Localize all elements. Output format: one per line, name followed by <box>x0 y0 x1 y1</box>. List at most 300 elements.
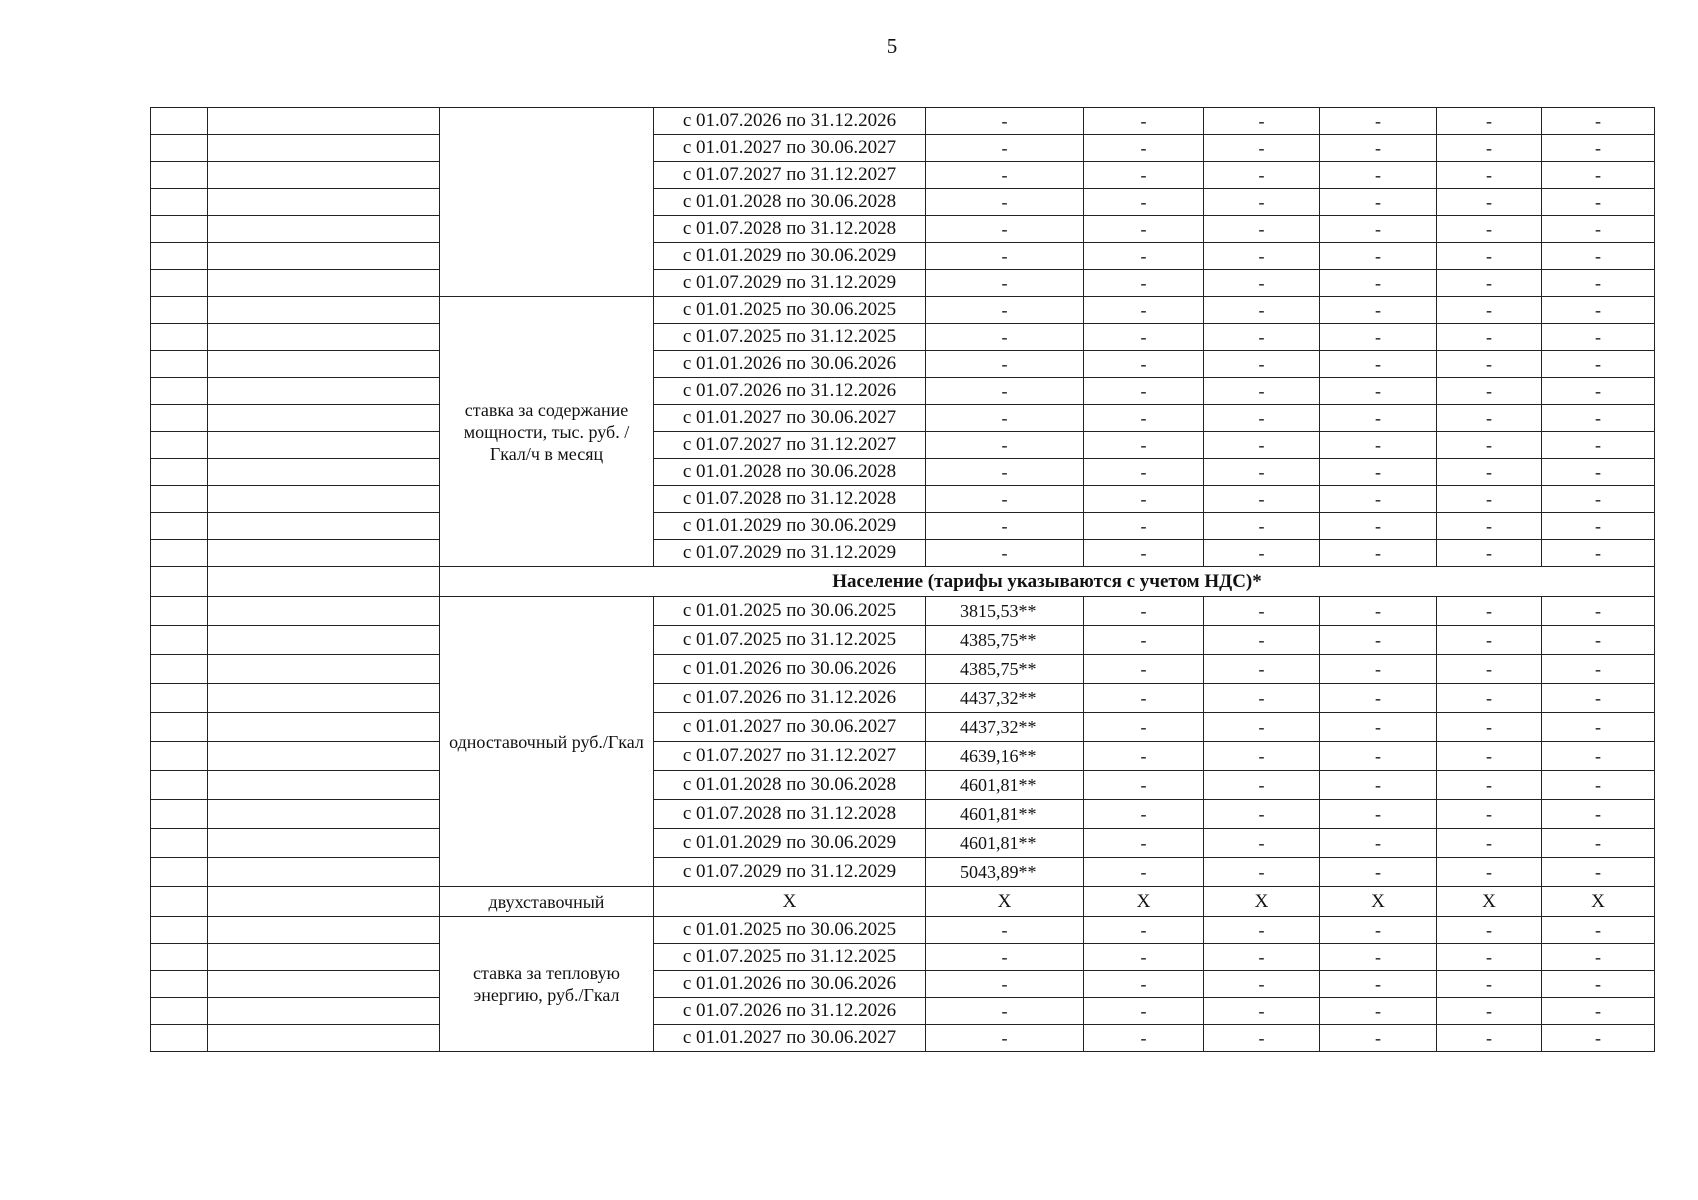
value-cell: - <box>1204 324 1320 351</box>
period-cell: с 01.01.2025 по 30.06.2025 <box>654 297 926 324</box>
name-cell <box>208 378 440 405</box>
value-cell: - <box>1320 270 1437 297</box>
value-cell: - <box>1542 378 1655 405</box>
number-cell <box>151 917 208 944</box>
value-cell: - <box>1542 297 1655 324</box>
period-cell: с 01.07.2029 по 31.12.2029 <box>654 858 926 887</box>
value-cell: - <box>1542 597 1655 626</box>
value-cell: - <box>1320 378 1437 405</box>
table-row <box>151 351 1655 378</box>
value-cell: - <box>1204 459 1320 486</box>
table-row <box>151 887 1655 917</box>
value-cell: - <box>1084 998 1204 1025</box>
period-cell: с 01.01.2028 по 30.06.2028 <box>654 771 926 800</box>
name-cell <box>208 944 440 971</box>
value-cell: X <box>1437 887 1542 917</box>
number-cell <box>151 858 208 887</box>
period-cell: с 01.07.2026 по 31.12.2026 <box>654 108 926 135</box>
value-cell: X <box>1320 887 1437 917</box>
value-cell: - <box>1542 162 1655 189</box>
value-cell: - <box>1084 684 1204 713</box>
value-cell: - <box>1084 713 1204 742</box>
value-cell: - <box>1437 486 1542 513</box>
rate-type-label: одноставочный руб./Гкал <box>449 731 644 752</box>
value-cell: - <box>1320 998 1437 1025</box>
value-cell: - <box>1320 800 1437 829</box>
value-cell: - <box>1204 944 1320 971</box>
value-cell: - <box>1437 771 1542 800</box>
value-cell: - <box>926 324 1084 351</box>
number-cell <box>151 513 208 540</box>
name-cell <box>208 432 440 459</box>
value-cell: - <box>1204 713 1320 742</box>
period-cell: с 01.07.2029 по 31.12.2029 <box>654 270 926 297</box>
table-row <box>151 971 1655 998</box>
name-cell <box>208 684 440 713</box>
section-header-row <box>151 567 1655 597</box>
value-cell: - <box>1204 917 1320 944</box>
value-cell: - <box>926 108 1084 135</box>
number-cell <box>151 626 208 655</box>
number-cell <box>151 378 208 405</box>
period-cell: с 01.07.2026 по 31.12.2026 <box>654 684 926 713</box>
table-row <box>151 405 1655 432</box>
name-cell <box>208 771 440 800</box>
tariff-value-cell: 4385,75** <box>926 626 1084 655</box>
value-cell: - <box>1437 135 1542 162</box>
period-cell: с 01.07.2027 по 31.12.2027 <box>654 162 926 189</box>
value-cell: - <box>1542 324 1655 351</box>
value-cell: X <box>1084 887 1204 917</box>
value-cell: - <box>1320 486 1437 513</box>
value-cell: - <box>1084 829 1204 858</box>
value-cell: - <box>1204 162 1320 189</box>
period-cell: с 01.07.2025 по 31.12.2025 <box>654 324 926 351</box>
value-cell: - <box>1084 771 1204 800</box>
rate-type-label: ставка за содержание мощности, тыс. руб. /Гкал/ч в месяц <box>463 399 630 464</box>
value-cell: X <box>1204 887 1320 917</box>
value-cell: - <box>1320 540 1437 567</box>
period-cell: с 01.01.2025 по 30.06.2025 <box>654 917 926 944</box>
name-cell <box>208 887 440 917</box>
tariff-value-cell: 5043,89** <box>926 858 1084 887</box>
value-cell: - <box>926 378 1084 405</box>
value-cell: - <box>1320 742 1437 771</box>
name-cell <box>208 486 440 513</box>
value-cell: - <box>1320 135 1437 162</box>
value-cell: - <box>1437 800 1542 829</box>
number-cell <box>151 216 208 243</box>
value-cell: - <box>926 162 1084 189</box>
period-cell: с 01.07.2027 по 31.12.2027 <box>654 742 926 771</box>
table-row <box>151 216 1655 243</box>
value-cell: - <box>1437 324 1542 351</box>
table-row <box>151 1025 1655 1052</box>
table-row <box>151 998 1655 1025</box>
value-cell: - <box>1542 432 1655 459</box>
table-row <box>151 486 1655 513</box>
name-cell <box>208 108 440 135</box>
number-cell <box>151 655 208 684</box>
value-cell: - <box>1542 135 1655 162</box>
period-cell: с 01.07.2026 по 31.12.2026 <box>654 378 926 405</box>
value-cell: - <box>1204 135 1320 162</box>
value-cell: - <box>926 135 1084 162</box>
value-cell: - <box>1084 917 1204 944</box>
table-row <box>151 189 1655 216</box>
number-cell <box>151 971 208 998</box>
table-row <box>151 742 1655 771</box>
period-cell: с 01.01.2029 по 30.06.2029 <box>654 829 926 858</box>
value-cell: - <box>1437 378 1542 405</box>
tariff-value-cell: 4601,81** <box>926 829 1084 858</box>
rate-type-cell <box>440 108 654 297</box>
name-cell <box>208 998 440 1025</box>
value-cell: - <box>1437 655 1542 684</box>
value-cell: - <box>926 486 1084 513</box>
table-row <box>151 713 1655 742</box>
value-cell: - <box>1437 459 1542 486</box>
value-cell: - <box>1320 713 1437 742</box>
value-cell: - <box>1437 684 1542 713</box>
period-cell: X <box>654 887 926 917</box>
value-cell: - <box>1542 626 1655 655</box>
tariff-value-cell: 3815,53** <box>926 597 1084 626</box>
period-cell: с 01.07.2026 по 31.12.2026 <box>654 998 926 1025</box>
name-cell <box>208 626 440 655</box>
value-cell: - <box>1437 513 1542 540</box>
value-cell: - <box>1437 432 1542 459</box>
period-cell: с 01.01.2026 по 30.06.2026 <box>654 971 926 998</box>
table-row <box>151 270 1655 297</box>
name-cell <box>208 971 440 998</box>
value-cell: - <box>1542 829 1655 858</box>
period-cell: с 01.07.2025 по 31.12.2025 <box>654 944 926 971</box>
table-row <box>151 243 1655 270</box>
value-cell: - <box>1204 189 1320 216</box>
value-cell: - <box>1204 108 1320 135</box>
number-cell <box>151 540 208 567</box>
table-row <box>151 800 1655 829</box>
value-cell: - <box>1320 829 1437 858</box>
value-cell: - <box>1542 486 1655 513</box>
name-cell <box>208 405 440 432</box>
period-cell: с 01.01.2029 по 30.06.2029 <box>654 243 926 270</box>
value-cell: - <box>1320 655 1437 684</box>
name-cell <box>208 351 440 378</box>
value-cell: - <box>1204 800 1320 829</box>
value-cell: - <box>1204 432 1320 459</box>
value-cell: - <box>926 459 1084 486</box>
rate-type-cell <box>440 597 654 887</box>
value-cell: - <box>1542 771 1655 800</box>
value-cell: - <box>1542 684 1655 713</box>
name-cell <box>208 742 440 771</box>
value-cell: - <box>926 1025 1084 1052</box>
number-cell <box>151 243 208 270</box>
value-cell: X <box>1542 887 1655 917</box>
value-cell: - <box>1320 432 1437 459</box>
value-cell: - <box>1542 858 1655 887</box>
period-cell: с 01.01.2028 по 30.06.2028 <box>654 459 926 486</box>
value-cell: - <box>1542 655 1655 684</box>
number-cell <box>151 829 208 858</box>
value-cell: - <box>926 917 1084 944</box>
table-row <box>151 540 1655 567</box>
table-row <box>151 378 1655 405</box>
table-row <box>151 297 1655 324</box>
value-cell: - <box>1084 108 1204 135</box>
table-row <box>151 684 1655 713</box>
value-cell: - <box>1320 243 1437 270</box>
name-cell <box>208 829 440 858</box>
value-cell: - <box>1084 270 1204 297</box>
tariff-value-cell: 4437,32** <box>926 684 1084 713</box>
value-cell: - <box>926 405 1084 432</box>
value-cell: - <box>1084 742 1204 771</box>
value-cell: - <box>1204 858 1320 887</box>
value-cell: - <box>1542 540 1655 567</box>
table-row <box>151 771 1655 800</box>
value-cell: - <box>1320 189 1437 216</box>
value-cell: - <box>1204 742 1320 771</box>
number-cell <box>151 1025 208 1052</box>
table-row <box>151 432 1655 459</box>
value-cell: - <box>1084 135 1204 162</box>
value-cell: - <box>1542 742 1655 771</box>
name-cell <box>208 459 440 486</box>
value-cell: - <box>1542 713 1655 742</box>
value-cell: - <box>1542 800 1655 829</box>
value-cell: - <box>1542 513 1655 540</box>
name-cell <box>208 135 440 162</box>
value-cell: - <box>1542 944 1655 971</box>
value-cell: - <box>1084 486 1204 513</box>
value-cell: - <box>926 216 1084 243</box>
value-cell: - <box>926 432 1084 459</box>
name-cell <box>208 216 440 243</box>
name-cell <box>208 567 440 597</box>
value-cell: - <box>1084 944 1204 971</box>
value-cell: - <box>1204 378 1320 405</box>
value-cell: - <box>1320 297 1437 324</box>
rate-type-cell <box>440 917 654 1052</box>
value-cell: - <box>1204 655 1320 684</box>
period-cell: с 01.07.2025 по 31.12.2025 <box>654 626 926 655</box>
tariff-value-cell: 4437,32** <box>926 713 1084 742</box>
value-cell: - <box>1437 917 1542 944</box>
name-cell <box>208 513 440 540</box>
value-cell: - <box>1320 771 1437 800</box>
value-cell: - <box>1320 351 1437 378</box>
value-cell: - <box>1437 998 1542 1025</box>
value-cell: - <box>1437 351 1542 378</box>
value-cell: - <box>1542 189 1655 216</box>
value-cell: - <box>1542 108 1655 135</box>
period-cell: с 01.01.2025 по 30.06.2025 <box>654 597 926 626</box>
value-cell: - <box>1084 1025 1204 1052</box>
number-cell <box>151 742 208 771</box>
value-cell: - <box>1437 626 1542 655</box>
value-cell: - <box>1320 513 1437 540</box>
table-row <box>151 858 1655 887</box>
value-cell: - <box>1320 216 1437 243</box>
value-cell: - <box>1320 944 1437 971</box>
value-cell: - <box>1204 270 1320 297</box>
value-cell: - <box>1437 162 1542 189</box>
value-cell: - <box>1542 405 1655 432</box>
value-cell: - <box>926 540 1084 567</box>
period-cell: с 01.07.2028 по 31.12.2028 <box>654 486 926 513</box>
value-cell: - <box>926 351 1084 378</box>
number-cell <box>151 459 208 486</box>
name-cell <box>208 270 440 297</box>
period-cell: с 01.01.2026 по 30.06.2026 <box>654 655 926 684</box>
value-cell: - <box>1204 243 1320 270</box>
value-cell: - <box>1320 917 1437 944</box>
value-cell: - <box>1437 1025 1542 1052</box>
value-cell: - <box>1084 432 1204 459</box>
value-cell: - <box>1084 243 1204 270</box>
value-cell: - <box>1437 742 1542 771</box>
table-row <box>151 655 1655 684</box>
value-cell: - <box>1437 713 1542 742</box>
value-cell: - <box>1320 684 1437 713</box>
name-cell <box>208 540 440 567</box>
value-cell: - <box>1084 540 1204 567</box>
number-cell <box>151 405 208 432</box>
value-cell: - <box>1437 189 1542 216</box>
value-cell: - <box>1204 405 1320 432</box>
value-cell: - <box>1204 998 1320 1025</box>
period-cell: с 01.01.2027 по 30.06.2027 <box>654 405 926 432</box>
name-cell <box>208 858 440 887</box>
tariff-table-body <box>151 108 1655 1052</box>
value-cell: - <box>1320 858 1437 887</box>
name-cell <box>208 324 440 351</box>
table-row <box>151 944 1655 971</box>
value-cell: - <box>1084 216 1204 243</box>
value-cell: - <box>1542 998 1655 1025</box>
value-cell: - <box>1542 917 1655 944</box>
value-cell: - <box>926 243 1084 270</box>
value-cell: - <box>1437 297 1542 324</box>
tariff-value-cell: 4601,81** <box>926 800 1084 829</box>
period-cell: с 01.01.2026 по 30.06.2026 <box>654 351 926 378</box>
value-cell: - <box>1084 297 1204 324</box>
page-number: 5 <box>886 34 898 58</box>
name-cell <box>208 243 440 270</box>
number-cell <box>151 135 208 162</box>
period-cell: с 01.07.2028 по 31.12.2028 <box>654 216 926 243</box>
value-cell: - <box>1320 971 1437 998</box>
value-cell: - <box>1084 971 1204 998</box>
rate-type-cell: двухставочный <box>440 887 654 917</box>
value-cell: - <box>926 189 1084 216</box>
value-cell: - <box>1204 771 1320 800</box>
number-cell <box>151 324 208 351</box>
tariff-table <box>150 107 1655 1052</box>
period-cell: с 01.07.2028 по 31.12.2028 <box>654 800 926 829</box>
period-cell: с 01.01.2029 по 30.06.2029 <box>654 513 926 540</box>
number-cell <box>151 800 208 829</box>
value-cell: - <box>1084 626 1204 655</box>
value-cell: - <box>1437 597 1542 626</box>
value-cell: - <box>1204 1025 1320 1052</box>
value-cell: - <box>1542 270 1655 297</box>
value-cell: - <box>926 971 1084 998</box>
value-cell: - <box>1320 626 1437 655</box>
section-title: Население (тарифы указываются с учетом НДС)* <box>440 567 1655 597</box>
value-cell: - <box>1320 108 1437 135</box>
value-cell: - <box>1084 858 1204 887</box>
value-cell: - <box>1084 800 1204 829</box>
value-cell: - <box>1437 858 1542 887</box>
number-cell <box>151 887 208 917</box>
period-cell: с 01.01.2027 по 30.06.2027 <box>654 135 926 162</box>
value-cell: - <box>1084 378 1204 405</box>
value-cell: - <box>1084 162 1204 189</box>
value-cell: - <box>1437 270 1542 297</box>
number-cell <box>151 108 208 135</box>
value-cell: - <box>1204 829 1320 858</box>
value-cell: - <box>1320 597 1437 626</box>
rate-type-cell <box>440 297 654 567</box>
value-cell: - <box>1542 459 1655 486</box>
value-cell: - <box>1204 216 1320 243</box>
number-cell <box>151 998 208 1025</box>
value-cell: - <box>926 297 1084 324</box>
name-cell <box>208 713 440 742</box>
table-row <box>151 626 1655 655</box>
number-cell <box>151 771 208 800</box>
value-cell: - <box>1320 459 1437 486</box>
value-cell: - <box>1204 597 1320 626</box>
number-cell <box>151 162 208 189</box>
rate-type-label: ставка за тепловую энергию, руб./Гкал <box>473 963 620 1005</box>
value-cell: - <box>1084 189 1204 216</box>
value-cell: - <box>1204 351 1320 378</box>
value-cell: - <box>1437 540 1542 567</box>
number-cell <box>151 297 208 324</box>
table-row <box>151 917 1655 944</box>
value-cell: - <box>1204 626 1320 655</box>
table-row <box>151 597 1655 626</box>
value-cell: - <box>1542 971 1655 998</box>
tariff-value-cell: 4601,81** <box>926 771 1084 800</box>
period-cell: с 01.01.2027 по 30.06.2027 <box>654 713 926 742</box>
value-cell: - <box>1204 513 1320 540</box>
tariff-value-cell: 4385,75** <box>926 655 1084 684</box>
table-row <box>151 324 1655 351</box>
number-cell <box>151 486 208 513</box>
table-row <box>151 135 1655 162</box>
table-row <box>151 108 1655 135</box>
value-cell: - <box>1437 829 1542 858</box>
value-cell: - <box>926 998 1084 1025</box>
value-cell: - <box>1437 243 1542 270</box>
value-cell: - <box>1320 405 1437 432</box>
number-cell <box>151 432 208 459</box>
value-cell: - <box>1542 1025 1655 1052</box>
value-cell: - <box>1320 324 1437 351</box>
value-cell: - <box>1437 108 1542 135</box>
table-row <box>151 162 1655 189</box>
number-cell <box>151 567 208 597</box>
value-cell: - <box>926 513 1084 540</box>
value-cell: - <box>1084 405 1204 432</box>
name-cell <box>208 297 440 324</box>
